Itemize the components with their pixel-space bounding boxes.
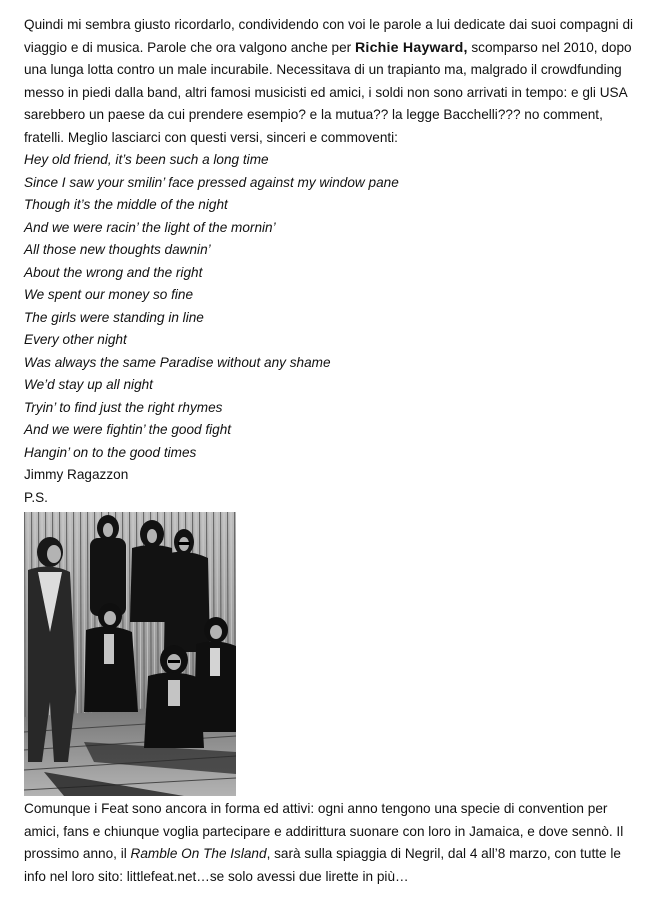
verse-line: Since I saw your smilin’ face pressed against my window pane [24,174,399,190]
verse-line: The girls were standing in line [24,309,204,325]
verse-line: We spent our money so fine [24,287,194,302]
outro-text-after: , sarà sulla spiaggia di Negril, dal 4 all’8 marzo, con tutte le info nel loro sito: littlefeat.net…se solo avessi due lirette in più… [24,846,621,884]
intro-text-after: scomparso nel 2010, dopo una lunga lotta contro un male incurabile. Necessitava di un trapianto ma, malgrado il crowdfunding messo in piedi dalla band, altri famosi musicisti ed amici, i soldi non sono arrivati in tempo: e gli USA sarebbero un paese da cui prendere esempio? e la mutua?? la legge Bacchelli??? no comment, fratelli. Meglio lasciarci con questi versi, sinceri e commoventi: [24,39,632,145]
verse-line: Tryin’ to find just the right rhymes [24,399,223,415]
band-photo-image [24,512,236,796]
verse-line: We’d stay up all night [24,377,153,392]
verse-line: And we were fightin’ the good fight [24,422,232,437]
band-photo [24,512,236,796]
outro-text-before: Comunque i Feat sono ancora in forma ed attivi: ogni anno tengono una specie di convention per amici, fans e chiunque voglia partecipare e addirittura suonare con loro in Jamaica, e dove sennò. Il prossimo anno, il [24,801,624,861]
intro-text-before: Quindi mi sembra giusto ricordarlo, condividendo con voi le parole a lui dedicate dai suoi compagni di viaggio e di musica. Parole che ora valgono anche per [24,17,634,55]
lyrics-block [24,149,640,464]
event-name: Ramble On The Island [130,846,267,861]
verse-line: About the wrong and the right [24,264,203,280]
outro-paragraph [24,798,640,888]
signature: Jimmy Ragazzon [24,467,129,482]
verse-line: Hey old friend, it’s been such a long time [24,152,269,167]
verse-line: And we were racin’ the light of the mornin’ [24,219,276,235]
verse-line: Every other night [24,332,127,347]
artist-name: Richie Hayward, [354,39,468,56]
verse-line: All those new thoughts dawnin’ [24,242,211,257]
intro-paragraph [24,14,640,149]
verse-line: Hangin’ on to the good times [24,444,197,460]
verse-line: Was always the same Paradise without any shame [24,354,331,370]
postscript: P.S. [24,489,48,505]
article-body [24,14,640,888]
verse-line: Though it’s the middle of the night [24,197,228,212]
